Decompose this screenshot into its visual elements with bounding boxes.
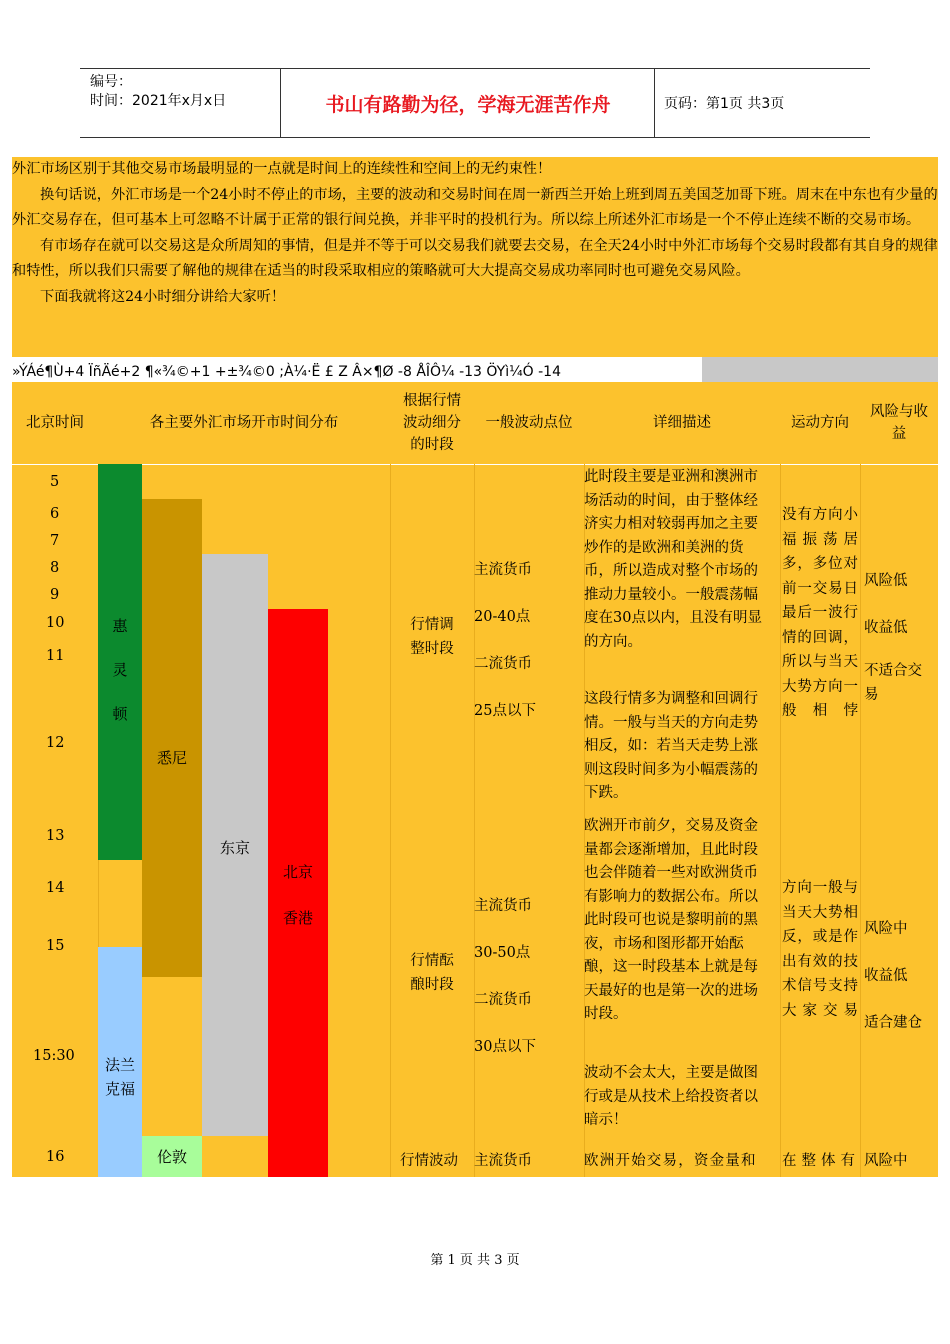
hour-label: 16 [46, 1149, 65, 1165]
intro-paragraph: 下面我就将这24小时细分讲给大家听！ [40, 288, 286, 305]
header-motto: 书山有路勤为径，学海无涯苦作舟 [325, 93, 611, 116]
column-header-direction: 运动方向 [791, 415, 849, 431]
points-cell: 25点以下 [474, 703, 536, 719]
risk-cell: 风险中 [864, 1153, 908, 1169]
market-label-sydney: 悉尼 [156, 749, 187, 767]
hour-label: 5 [50, 474, 60, 490]
points-cell: 20-40点 [474, 609, 531, 625]
column-header-points: 一般波动点位 [485, 415, 573, 431]
intro-paragraph: 外汇市场区别于其他交易市场最明显的一点就是时间上的连续性和空间上的无约束性！ [12, 161, 552, 177]
market-bar-london [142, 1136, 202, 1177]
intro-text [12, 157, 938, 357]
grid-line [390, 464, 391, 1177]
column-header-desc: 详细描述 [653, 415, 711, 431]
segment-cell: 行情调整时段 [410, 617, 454, 657]
direction-cell: 在整体有 [782, 1153, 860, 1169]
grid-line [780, 464, 781, 1177]
header-page-info: 页码：第1页 共3页 [664, 96, 785, 112]
hour-label: 14 [46, 880, 65, 896]
direction-cell: 方向一般与当天大势相反，或是作出有效的技术信号支持大家交易 [782, 880, 858, 1019]
description-cell: 欧洲开始交易，资金量和 [584, 1153, 757, 1169]
document-number-label: 编号： [90, 74, 132, 90]
column-header-segment: 根据行情波动细分的时段 [403, 393, 461, 453]
header-divider [654, 69, 655, 137]
points-cell: 主流货币 [474, 1153, 532, 1169]
intro-paragraph: 换句话说，外汇市场是一个24小时不停止的市场，主要的波动和交易时间在周一新西兰开始上班到周五美国芝加哥下班。周末在中东也有少量的外汇交易存在，但可基本上可忽略不计属于正常的银行间兑换，并非平时的投机行为。所以综上所述外汇市场是一个不停止连续不断的交易市场。 [12, 186, 938, 228]
market-bar-frankfurt [98, 947, 142, 1177]
segment-cell: 行情酝酿时段 [410, 953, 454, 993]
market-bar-tokyo [202, 554, 268, 1136]
market-label-hongkong: 香港 [282, 909, 313, 927]
points-cell: 30-50点 [474, 945, 531, 961]
market-label-wellington: 惠灵顿 [112, 617, 128, 723]
segment-cell: 行情波动 [400, 1153, 458, 1169]
hour-label: 9 [50, 587, 60, 603]
description-cell: 这段行情多为调整和回调行情。一般与当天的方向走势相反，如：若当天走势上涨则这段时间多为小幅震荡的下跌。 [584, 691, 758, 801]
page-footer: 第 1 页 共 3 页 [430, 1253, 520, 1268]
direction-cell: 没有方向小福振荡居多，多位对前一交易日最后一波行情的回调，所以与当天大势方向一般相悖 [782, 507, 858, 719]
hour-label: 12 [46, 735, 65, 751]
risk-cell: 风险中 [864, 921, 908, 937]
risk-cell: 风险低 [864, 573, 908, 589]
intro-paragraph: 有市场存在就可以交易这是众所周知的事情，但是并不等于可以交易我们就要去交易，在全天24小时中外汇市场每个交易时段都有其自身的规律和特性，所以我们只需要了解他的规律在适当的时段采取相应的策略就可大大提高交易成功率同时也可避免交易风险。 [12, 237, 938, 279]
market-label-tokyo: 东京 [219, 839, 250, 857]
header-divider-line [12, 464, 938, 465]
points-cell: 30点以下 [474, 1039, 536, 1055]
gray-cell [702, 357, 938, 382]
risk-cell: 不适合交易 [864, 663, 922, 703]
hour-label: 10 [46, 615, 65, 631]
points-cell: 主流货币 [474, 562, 532, 578]
page-header [80, 68, 870, 138]
garbled-timezone-row [12, 357, 938, 382]
market-label-london: 伦敦 [156, 1148, 187, 1166]
grid-line [860, 464, 861, 1177]
market-bar-wellington [98, 464, 142, 860]
points-cell: 二流货币 [474, 992, 532, 1008]
column-header-time: 北京时间 [26, 415, 84, 431]
hour-label: 6 [50, 506, 60, 522]
header-meta [90, 73, 285, 111]
header-divider [280, 69, 281, 137]
points-cell: 主流货币 [474, 898, 532, 914]
points-cell: 二流货币 [474, 656, 532, 672]
description-cell: 此时段主要是亚洲和澳洲市场活动的时间，由于整体经济实力相对较弱再加之主要炒作的是欧洲和美洲的货币，所以造成对整个市场的推动力量较小。一般震荡幅度在30点以内，且没有明显的方向。 [584, 469, 762, 650]
hour-label: 8 [50, 560, 60, 576]
hour-label: 15 [46, 938, 65, 954]
risk-cell: 适合建仓 [864, 1015, 922, 1031]
hour-label: 13 [46, 828, 65, 844]
market-label-frankfurt: 法兰克福 [104, 1056, 135, 1098]
hour-label: 11 [46, 648, 65, 664]
market-bar-beijing-hongkong [268, 609, 328, 1177]
description-cell: 欧洲开市前夕，交易及资金量都会逐渐增加，且此时段也会伴随着一些对欧洲货币有影响力的数据公布。所以此时段可也说是黎明前的黑夜，市场和图形都开始酝酿，这一时段基本上就是每天最好的也是第一次的进场时段。 [584, 818, 758, 1022]
column-header-markets: 各主要外汇市场开市时间分布 [149, 415, 339, 431]
market-bar-sydney [142, 499, 202, 977]
trading-session-table [12, 382, 938, 1177]
hour-label: 7 [50, 533, 60, 549]
hour-label: 15:30 [33, 1048, 75, 1064]
document-date: 时间：2021年x月x日 [90, 93, 227, 109]
column-header-risk: 风险与收益 [870, 404, 928, 442]
risk-cell: 收益低 [864, 968, 908, 984]
description-cell: 波动不会太大，主要是做图行或是从技术上给投资者以暗示！ [584, 1065, 758, 1128]
market-label-beijing: 北京 [282, 863, 313, 881]
risk-cell: 收益低 [864, 620, 908, 636]
garbled-text: »ÝÁé¶Ù+4 ÏñÄé+2 ¶«¾©+1 +±¾©0 ;À¼·Ë £ Z Â×¶Ø -8 ÅÎÔ¼ -13 ÖYì¼Ó -14 [12, 357, 702, 382]
